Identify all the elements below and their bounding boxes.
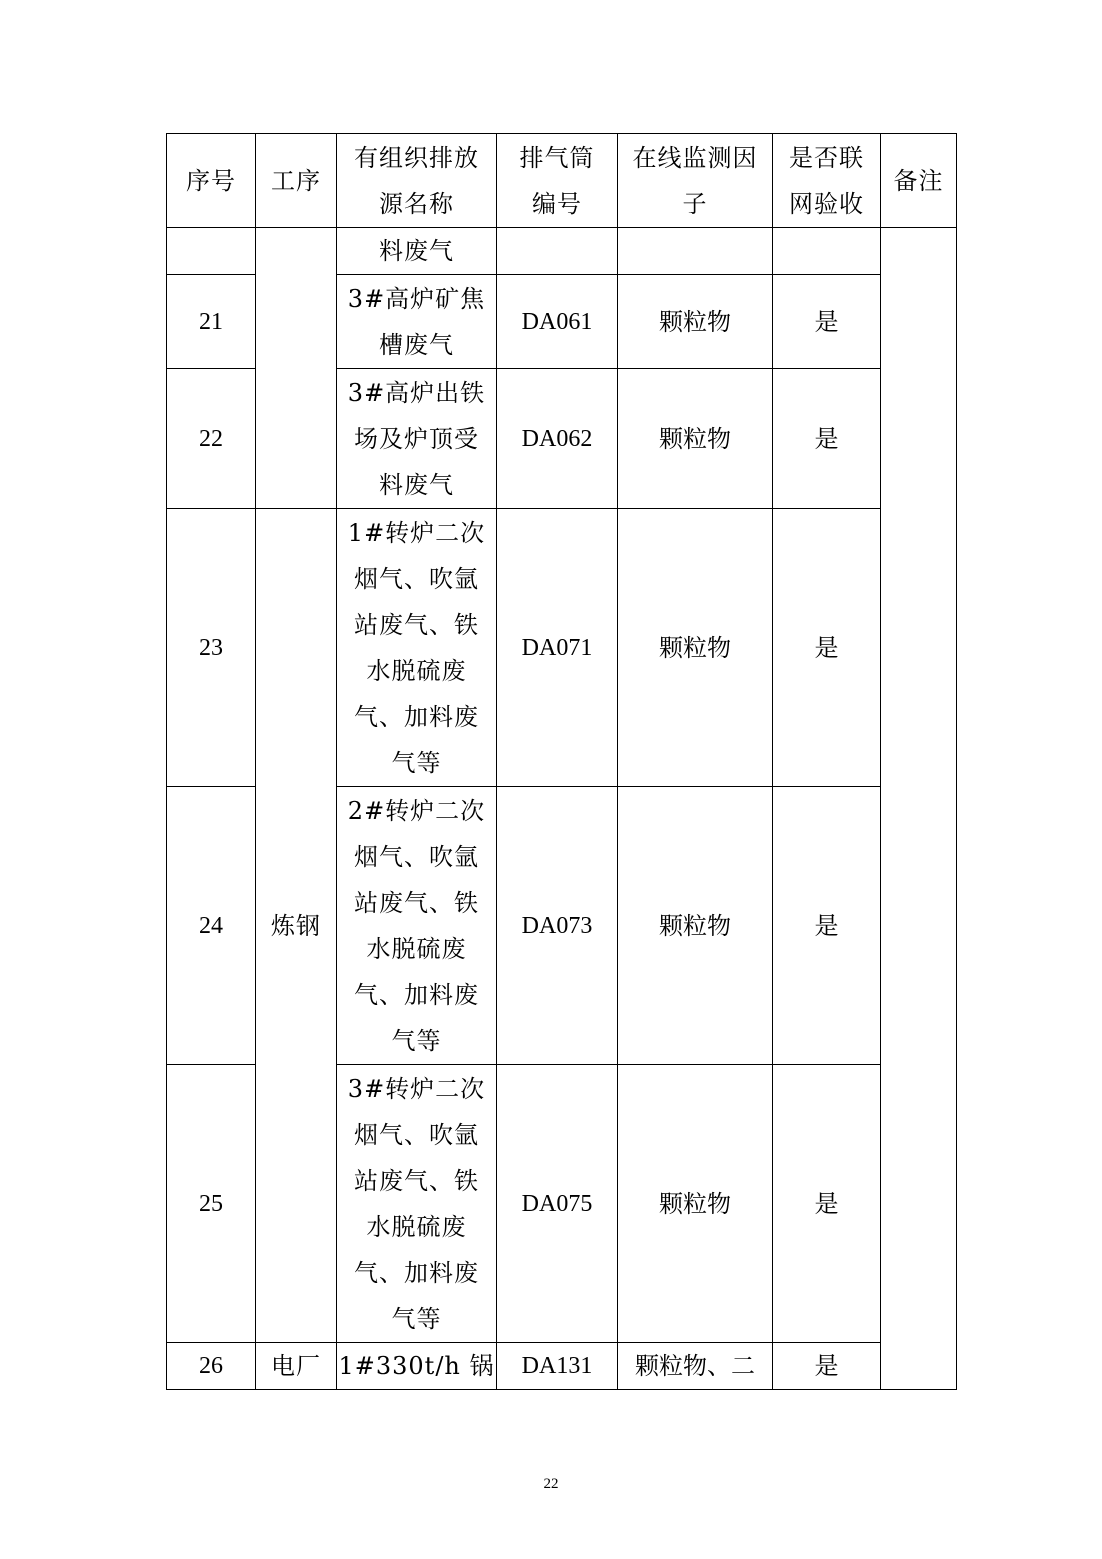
cell-factor: 颗粒物 <box>618 509 773 787</box>
cell-remarks <box>881 228 957 1390</box>
header-stack-id: 排气筒 编号 <box>497 134 618 228</box>
cell-no: 24 <box>167 787 256 1065</box>
cell-factor: 颗粒物 <box>618 275 773 369</box>
header-remarks: 备注 <box>881 134 957 228</box>
cell-source: 3#高炉矿焦 槽废气 <box>337 275 497 369</box>
cell-source: 2#转炉二次 烟气、吹氩 站废气、铁 水脱硫废 气、加料废 气等 <box>337 787 497 1065</box>
cell-source: 3#高炉出铁 场及炉顶受 料废气 <box>337 369 497 509</box>
header-process: 工序 <box>256 134 337 228</box>
cell-networked: 是 <box>773 1065 881 1343</box>
cell-no: 26 <box>167 1343 256 1390</box>
cell-factor <box>618 228 773 275</box>
cell-factor: 颗粒物、二 <box>618 1343 773 1390</box>
cell-networked: 是 <box>773 509 881 787</box>
cell-stack: DA075 <box>497 1065 618 1343</box>
header-source-name: 有组织排放 源名称 <box>337 134 497 228</box>
cell-stack: DA062 <box>497 369 618 509</box>
cell-stack: DA131 <box>497 1343 618 1390</box>
header-monitor-factor: 在线监测因 子 <box>618 134 773 228</box>
cell-process-blast-furnace <box>256 228 337 509</box>
cell-source: 1#转炉二次 烟气、吹氩 站废气、铁 水脱硫废 气、加料废 气等 <box>337 509 497 787</box>
cell-networked: 是 <box>773 369 881 509</box>
cell-stack: DA073 <box>497 787 618 1065</box>
cell-networked: 是 <box>773 787 881 1065</box>
table-row <box>167 228 957 275</box>
cell-stack: DA061 <box>497 275 618 369</box>
cell-no: 22 <box>167 369 256 509</box>
cell-networked <box>773 228 881 275</box>
cell-process-power-plant: 电厂 <box>256 1343 337 1390</box>
cell-source: 料废气 <box>337 228 497 275</box>
cell-factor: 颗粒物 <box>618 369 773 509</box>
cell-networked: 是 <box>773 1343 881 1390</box>
cell-no <box>167 228 256 275</box>
cell-networked: 是 <box>773 275 881 369</box>
cell-factor: 颗粒物 <box>618 787 773 1065</box>
table-row <box>167 1343 957 1390</box>
cell-no: 25 <box>167 1065 256 1343</box>
header-networked: 是否联 网验收 <box>773 134 881 228</box>
cell-stack: DA071 <box>497 509 618 787</box>
cell-process-steelmaking: 炼钢 <box>256 509 337 1343</box>
emission-sources-table <box>166 133 957 1390</box>
header-row <box>167 134 957 228</box>
cell-stack <box>497 228 618 275</box>
cell-source: 3#转炉二次 烟气、吹氩 站废气、铁 水脱硫废 气、加料废 气等 <box>337 1065 497 1343</box>
cell-source: 1#330t/h 锅 <box>337 1343 497 1390</box>
page-number: 22 <box>543 1476 559 1492</box>
header-no: 序号 <box>167 134 256 228</box>
cell-factor: 颗粒物 <box>618 1065 773 1343</box>
cell-no: 23 <box>167 509 256 787</box>
cell-no: 21 <box>167 275 256 369</box>
table-row <box>167 509 957 787</box>
